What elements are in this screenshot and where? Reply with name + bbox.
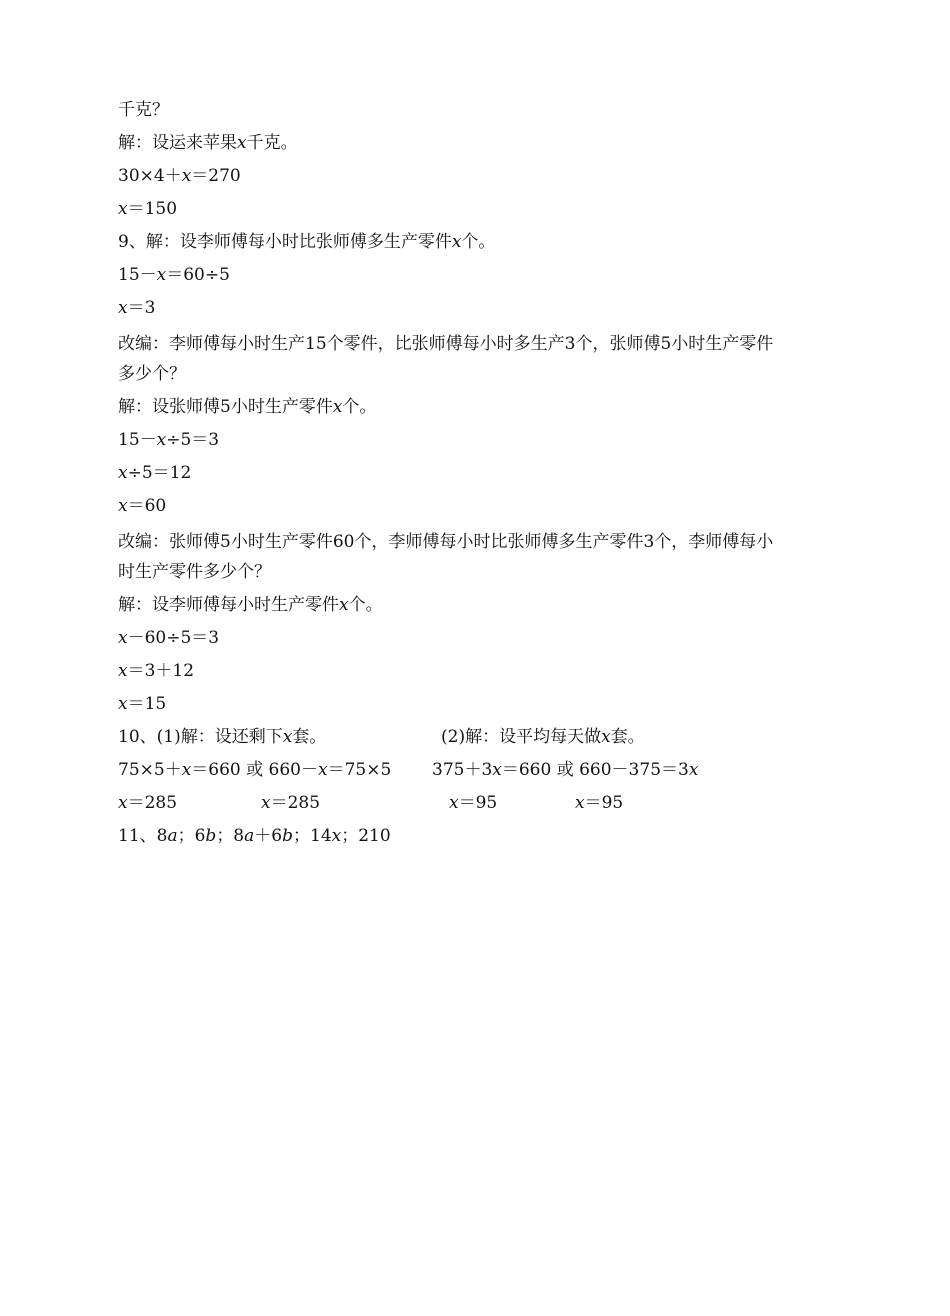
equation-line: x－60÷5＝3 <box>118 628 220 648</box>
q10-part2-equation: 375＋3x＝660 或 660－375＝3x <box>432 760 699 780</box>
q10-answer: x＝95 <box>575 793 624 813</box>
q10-row-1 <box>118 721 838 754</box>
equation-line: x＝15 <box>118 694 167 714</box>
equation-line: x＝3 <box>118 298 156 318</box>
text-line: 9、解：设李师傅每小时比张师傅多生产零件x个。 <box>118 232 496 252</box>
text-line: 解：设运来苹果x千克。 <box>118 133 298 153</box>
text-line: 改编：李师傅每小时生产15个零件，比张师傅每小时多生产3个，张师傅5小时生产零件 <box>118 334 774 354</box>
q10-row-2 <box>118 754 838 787</box>
text-line: 多少个？ <box>118 364 186 384</box>
q11-answer-line: 11、8a；6b；8a＋6b；14x；210 <box>118 826 391 846</box>
text-line: 解：设李师傅每小时生产零件x个。 <box>118 595 383 615</box>
equation-line: x÷5＝12 <box>118 463 192 483</box>
text-line: 千克？ <box>118 100 169 120</box>
text-line: 解：设张师傅5小时生产零件x个。 <box>118 397 377 417</box>
q10-answer: x＝285 <box>261 793 321 813</box>
equation-line: 15－x÷5＝3 <box>118 430 220 450</box>
q10-answer: x＝95 <box>449 793 498 813</box>
equation-line: x＝60 <box>118 496 167 516</box>
document-body <box>118 94 838 853</box>
equation-line: x＝3＋12 <box>118 661 195 681</box>
q10-part2-heading: (2)解：设平均每天做x套。 <box>441 727 645 747</box>
q10-answer: x＝285 <box>118 793 178 813</box>
text-line: 改编：张师傅5小时生产零件60个，李师傅每小时比张师傅多生产零件3个，李师傅每小 <box>118 532 774 552</box>
equation-line: 15－x＝60÷5 <box>118 265 230 285</box>
text-line: 时生产零件多少个？ <box>118 562 271 582</box>
q10-part1-heading: 10、(1)解：设还剩下x套。 <box>118 727 327 747</box>
equation-line: x＝150 <box>118 199 178 219</box>
q10-row-3 <box>118 787 838 820</box>
q10-part1-equation: 75×5＋x＝660 或 660－x＝75×5 <box>118 760 392 780</box>
equation-line: 30×4＋x＝270 <box>118 166 241 186</box>
